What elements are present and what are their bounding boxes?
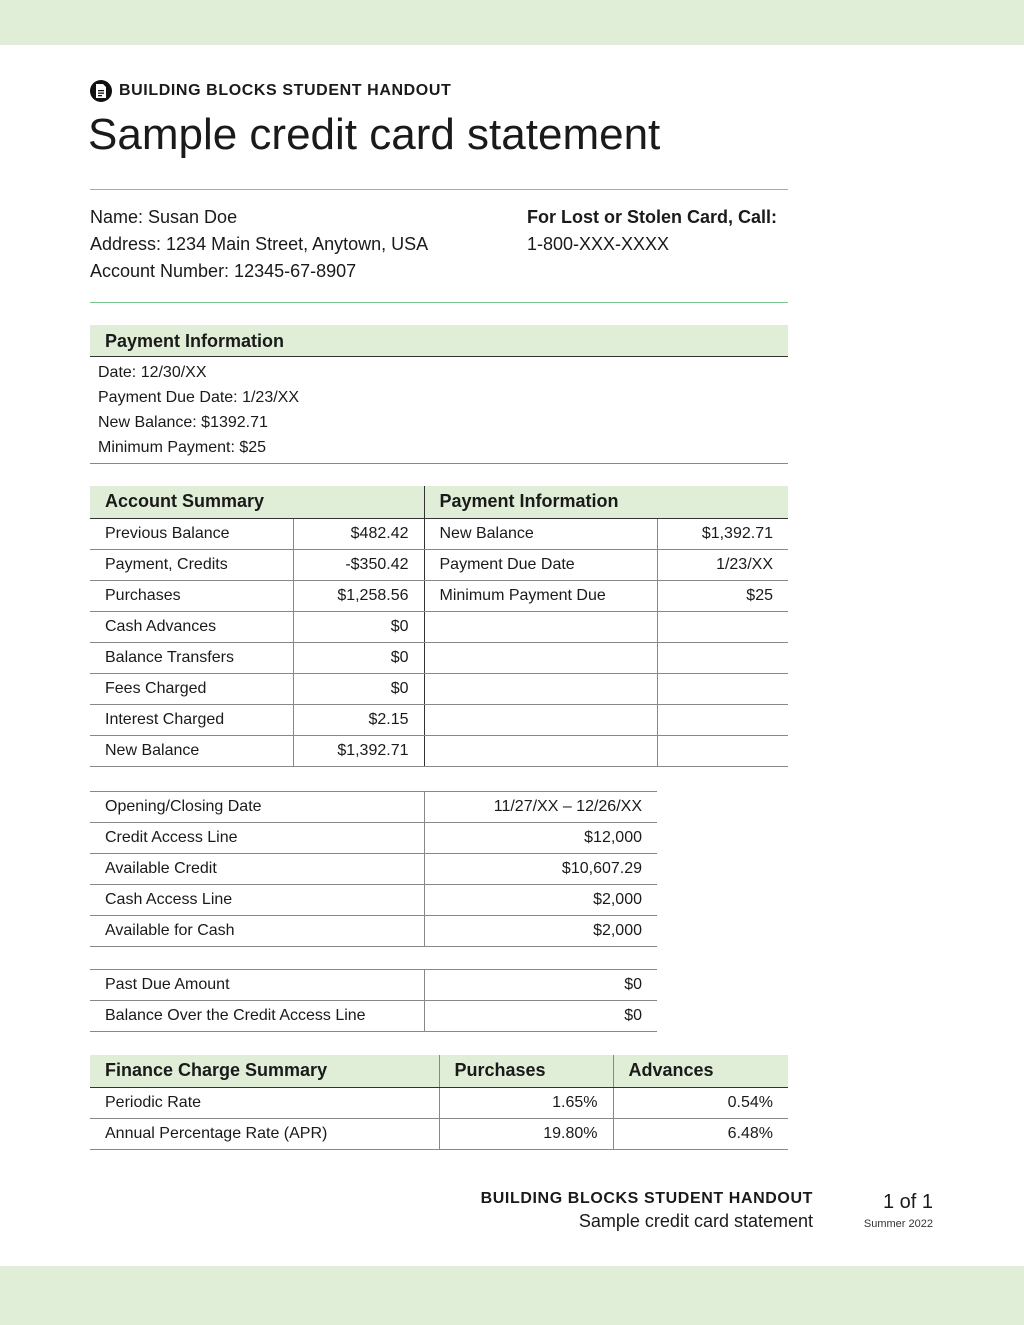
- row-value: $2.15: [293, 704, 424, 735]
- empty-cell: [424, 673, 657, 704]
- credit-lines-table: [90, 791, 657, 947]
- table-row: [90, 823, 657, 854]
- table-row: [90, 642, 788, 673]
- payment-info-heading: Payment Information: [105, 331, 285, 351]
- row-label: Credit Access Line: [90, 823, 424, 854]
- row-label: Opening/Closing Date: [90, 792, 424, 823]
- row-value: $2,000: [424, 885, 657, 916]
- empty-cell: [424, 642, 657, 673]
- empty-cell: [657, 611, 788, 642]
- row-value: $1,392.71: [657, 518, 788, 549]
- bottom-band: [0, 1266, 1024, 1325]
- footer-title-block: [481, 1190, 813, 1232]
- table-row: [90, 611, 788, 642]
- payment-info-line: Minimum Payment: $25: [98, 439, 267, 456]
- footer-season: Summer 2022: [863, 1218, 933, 1230]
- row-label: Available Credit: [90, 854, 424, 885]
- row-value: -$350.42: [293, 549, 424, 580]
- empty-cell: [424, 735, 657, 766]
- row-value: $10,607.29: [424, 854, 657, 885]
- customer-address: Address: 1234 Main Street, Anytown, USA: [90, 234, 429, 254]
- row-value: $12,000: [424, 823, 657, 854]
- payment-info-line: Payment Due Date: 1/23/XX: [98, 389, 299, 406]
- row-label: Balance Over the Credit Access Line: [90, 1001, 424, 1032]
- row-label: Previous Balance: [90, 518, 293, 549]
- row-label: Cash Access Line: [90, 885, 424, 916]
- table-row: [90, 1118, 788, 1149]
- table-row: [90, 673, 788, 704]
- table-row: [90, 704, 788, 735]
- eyebrow-text: BUILDING BLOCKS STUDENT HANDOUT: [119, 82, 452, 99]
- advances-heading: Advances: [613, 1055, 788, 1087]
- table-row: [90, 885, 657, 916]
- row-value: 19.80%: [439, 1118, 613, 1149]
- customer-name: Name: Susan Doe: [90, 207, 238, 227]
- account-summary-table: [90, 486, 788, 767]
- empty-cell: [424, 704, 657, 735]
- table-row: [90, 735, 788, 766]
- empty-cell: [657, 642, 788, 673]
- row-label: Payment Due Date: [424, 549, 657, 580]
- row-label: Cash Advances: [90, 611, 293, 642]
- finance-heading: Finance Charge Summary: [90, 1055, 439, 1087]
- table-row: [90, 970, 657, 1001]
- table-row: [90, 1001, 657, 1032]
- divider-bottom: [90, 302, 788, 303]
- row-value: 1.65%: [439, 1087, 613, 1118]
- empty-cell: [424, 611, 657, 642]
- footer-title: Sample credit card statement: [578, 1211, 813, 1231]
- purchases-heading: Purchases: [439, 1055, 613, 1087]
- table-row: [90, 1087, 788, 1118]
- row-value: $1,392.71: [293, 735, 424, 766]
- table-row: [90, 916, 657, 947]
- row-value: 6.48%: [613, 1118, 788, 1149]
- table-row: [90, 854, 657, 885]
- row-value: 11/27/XX – 12/26/XX: [424, 792, 657, 823]
- row-value: $0: [293, 673, 424, 704]
- row-value: 1/23/XX: [657, 549, 788, 580]
- finance-charge-table: [90, 1055, 788, 1150]
- row-value: $482.42: [293, 518, 424, 549]
- divider-top: [90, 189, 788, 190]
- footer-eyebrow: BUILDING BLOCKS STUDENT HANDOUT: [480, 1190, 813, 1207]
- table-row: [90, 792, 657, 823]
- customer-account: Account Number: 12345-67-8907: [90, 261, 357, 281]
- row-label: Past Due Amount: [90, 970, 424, 1001]
- table-row: [90, 580, 788, 611]
- row-label: Minimum Payment Due: [424, 580, 657, 611]
- customer-info: [90, 204, 428, 285]
- payment-info-line: Date: 12/30/XX: [98, 364, 207, 381]
- row-label: Interest Charged: [90, 704, 293, 735]
- row-value: $0: [293, 642, 424, 673]
- payment-summary-heading: Payment Information: [424, 486, 788, 518]
- page-number: 1 of 1: [882, 1191, 933, 1213]
- handout-eyebrow: [90, 80, 451, 102]
- row-value: $0: [293, 611, 424, 642]
- table-row: [90, 549, 788, 580]
- page-title: Sample credit card statement: [88, 110, 661, 159]
- row-label: Purchases: [90, 580, 293, 611]
- payment-info-line: New Balance: $1392.71: [98, 414, 268, 431]
- row-label: Payment, Credits: [90, 549, 293, 580]
- row-label: New Balance: [90, 735, 293, 766]
- top-band: [0, 0, 1024, 45]
- payment-info-list: [90, 360, 788, 464]
- row-label: Balance Transfers: [90, 642, 293, 673]
- row-label: Available for Cash: [90, 916, 424, 947]
- row-value: 0.54%: [613, 1087, 788, 1118]
- row-value: $25: [657, 580, 788, 611]
- table-row: [90, 518, 788, 549]
- footer-page-block: [864, 1191, 933, 1230]
- empty-cell: [657, 673, 788, 704]
- row-label: Fees Charged: [90, 673, 293, 704]
- document-icon: [90, 80, 112, 102]
- past-due-table: [90, 969, 657, 1032]
- row-label: Annual Percentage Rate (APR): [90, 1118, 439, 1149]
- payment-info-header: [90, 325, 788, 357]
- lost-card-phone: 1-800-XXX-XXXX: [527, 234, 670, 254]
- lost-card-info: [527, 204, 777, 258]
- account-summary-heading: Account Summary: [90, 486, 424, 518]
- lost-card-label: For Lost or Stolen Card, Call:: [527, 207, 778, 227]
- row-label: New Balance: [424, 518, 657, 549]
- empty-cell: [657, 704, 788, 735]
- row-value: $0: [424, 970, 657, 1001]
- row-label: Periodic Rate: [90, 1087, 439, 1118]
- row-value: $1,258.56: [293, 580, 424, 611]
- row-value: $2,000: [424, 916, 657, 947]
- empty-cell: [657, 735, 788, 766]
- row-value: $0: [424, 1001, 657, 1032]
